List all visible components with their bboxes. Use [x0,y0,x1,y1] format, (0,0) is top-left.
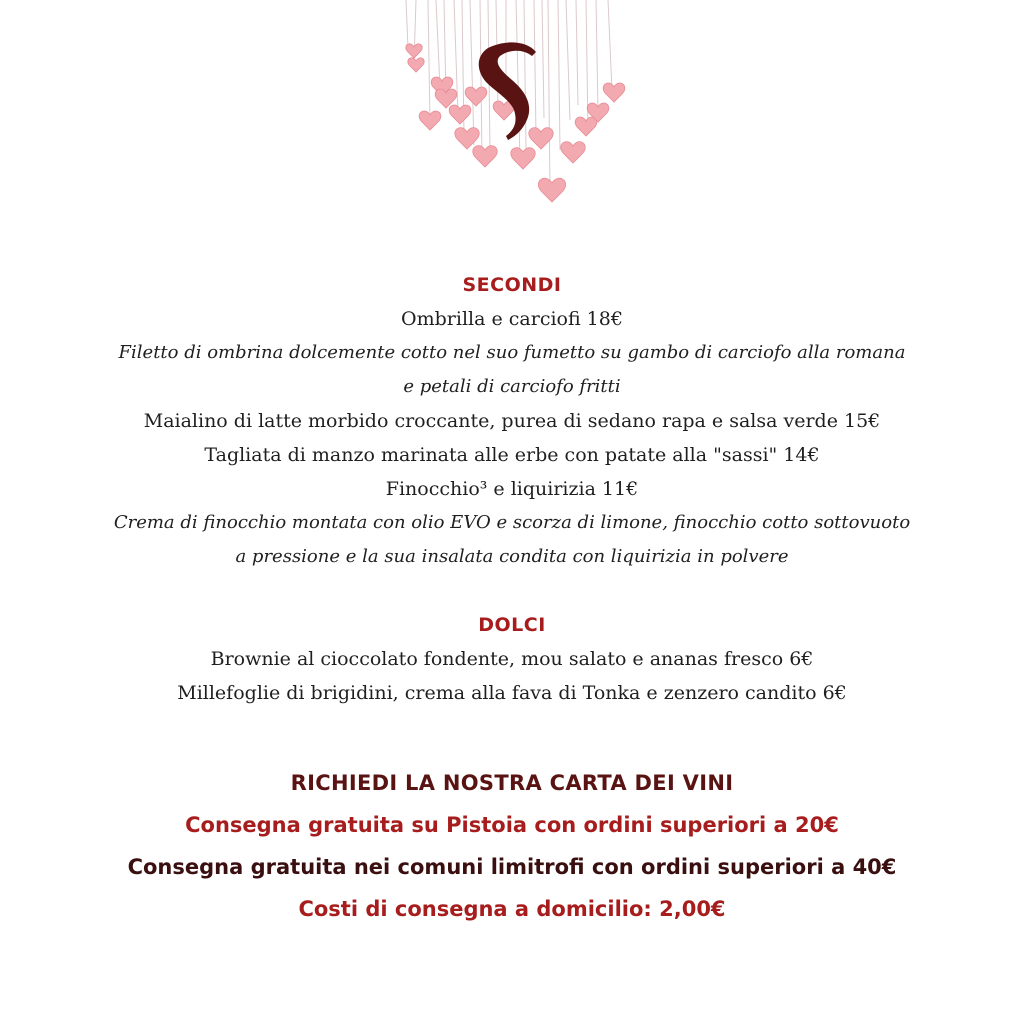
menu-item-description: e petali di carciofo fritti [403,376,621,397]
delivery-nearby-note: Consegna gratuita nei comuni limitrofi con ordini superiori a 40€ [127,855,897,879]
menu-content [0,268,1024,930]
menu-item: Millefoglie di brigidini, crema alla fava di Tonka e zenzero candito 6€ [177,682,847,704]
secondi-title: SECONDI [462,274,562,296]
menu-item-description: a pressione e la sua insalata condita con liquirizia in polvere [235,546,789,567]
s-logo-icon [396,0,636,215]
menu-item: Maialino di latte morbido croccante, purea di sedano rapa e salsa verde 15€ [143,410,881,432]
menu-item: Brownie al cioccolato fondente, mou salato e ananas fresco 6€ [210,648,814,670]
menu-item: Ombrilla e carciofi 18€ [401,308,623,330]
menu-item-description: Crema di finocchio montata con olio EVO e scorza di limone, finocchio cotto sottovuoto [113,512,911,533]
menu-item: Tagliata di manzo marinata alle erbe con patate alla "sassi" 14€ [204,444,820,466]
wine-list-note: RICHIEDI LA NOSTRA CARTA DEI VINI [290,771,734,795]
delivery-cost-note: Costi di consegna a domicilio: 2,00€ [298,897,726,921]
delivery-pistoia-note: Consegna gratuita su Pistoia con ordini superiori a 20€ [185,813,839,837]
menu-item: Finocchio³ e liquirizia 11€ [385,478,639,500]
footer-info [0,762,1024,930]
dolci-title: DOLCI [478,614,546,636]
restaurant-logo [396,0,636,215]
menu-item-description: Filetto di ombrina dolcemente cotto nel suo fumetto su gambo di carciofo alla romana [118,342,906,363]
